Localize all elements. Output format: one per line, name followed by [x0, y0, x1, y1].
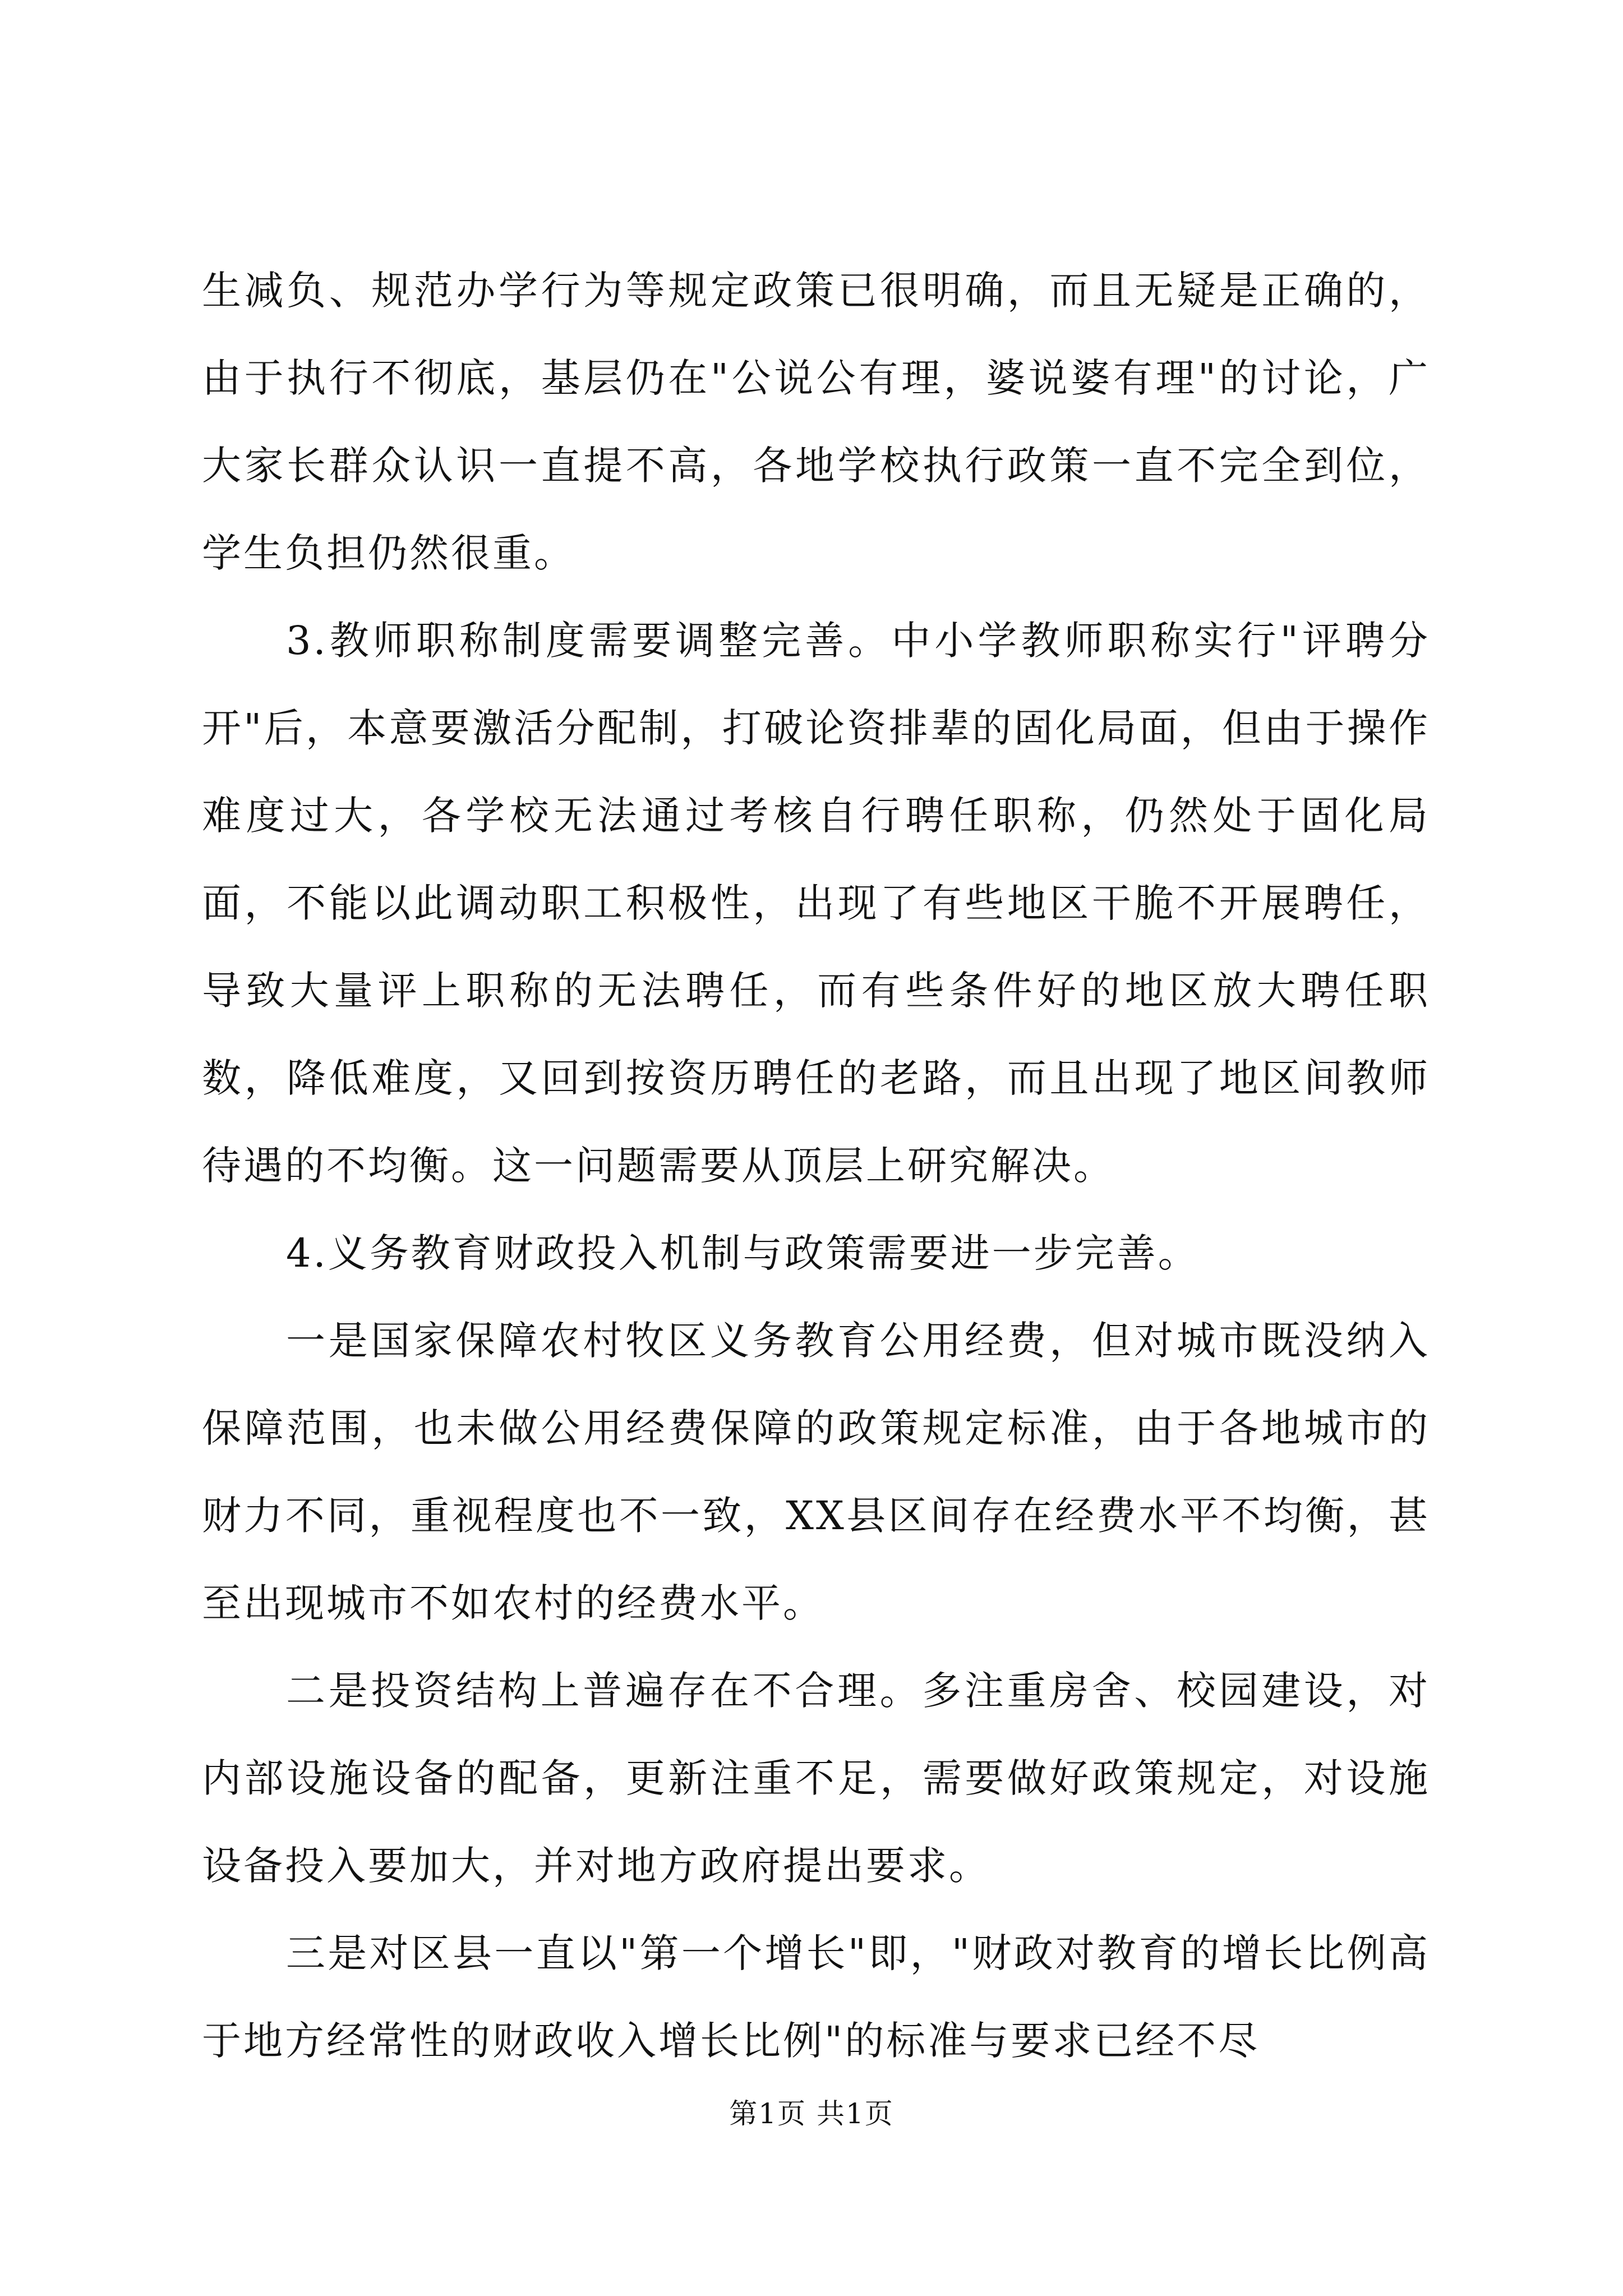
paragraph-2: 3.教师职称制度需要调整完善。中小学教师职称实行"评聘分开"后，本意要激活分配制，打破论资排辈的固化局面，但由于操作难度过大，各学校无法通过考核自行聘任职称，仍然处于固化局面，不能以此调动职工积极性，出现了有些地区干脆不开展聘任，导致大量评上职称的无法聘任，而有些条件好的地区放大聘任职数，降低难度，又回到按资历聘任的老路，而且出现了地区间教师待遇的不均衡。这一问题需要从顶层上研究解决。: [202, 618, 1430, 1189]
paragraph-4: 一是国家保障农村牧区义务教育公用经费，但对城市既没纳入保障范围，也未做公用经费保障的政策规定标准，由于各地城市的财力不同，重视程度也不一致，XX县区间存在经费水平不均衡，甚至出现城市不如农村的经费水平。: [202, 1318, 1430, 1626]
paragraph-1: 生减负、规范办学行为等规定政策已很明确，而且无疑是正确的，由于执行不彻底，基层仍在"公说公有理，婆说婆有理"的讨论，广大家长群众认识一直提不高，各地学校执行政策一直不完全到位，学生负担仍然很重。: [202, 268, 1430, 576]
document-body: [202, 247, 1430, 2085]
paragraph-6: 三是对区县一直以"第一个增长"即，"财政对教育的增长比例高于地方经常性的财政收入增长比例"的标准与要求已经不尽: [202, 1930, 1430, 2064]
paragraph-3: 4.义务教育财政投入机制与政策需要进一步完善。: [286, 1230, 1200, 1276]
page-footer: 第1页 共1页: [729, 2097, 894, 2130]
paragraph-5: 二是投资结构上普遍存在不合理。多注重房舍、校园建设，对内部设施设备的配备，更新注重不足，需要做好政策规定，对设施设备投入要加大，并对地方政府提出要求。: [202, 1668, 1430, 1889]
